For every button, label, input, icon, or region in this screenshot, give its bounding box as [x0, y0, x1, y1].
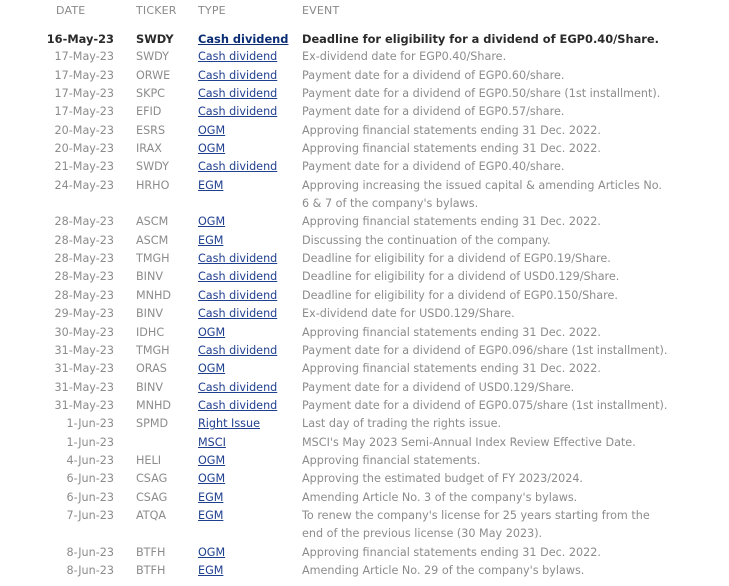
- event-type-cell: [198, 360, 302, 378]
- event-date: 31-May-23: [54, 380, 114, 394]
- table-row: [0, 158, 729, 176]
- table-row: [0, 103, 729, 121]
- event-date: 29-May-23: [54, 307, 114, 321]
- event-description: Payment date for a dividend of EGP0.075/share (1st installment).: [302, 398, 668, 412]
- event-type-link[interactable]: Cash dividend: [198, 398, 278, 412]
- table-row: [0, 562, 729, 580]
- event-description: Approving increasing the issued capital & amending Articles No. 6 & 7 of the company's bylaws.: [302, 178, 662, 211]
- event-date: 7-Jun-23: [66, 508, 114, 522]
- event-date: 17-May-23: [54, 87, 114, 101]
- event-type-cell: [198, 268, 302, 286]
- event-type-cell: [198, 434, 302, 452]
- ticker-symbol: SWDY: [136, 160, 169, 174]
- event-type-cell: [198, 489, 302, 507]
- event-type-cell: [198, 250, 302, 268]
- event-date: 24-May-23: [54, 178, 114, 192]
- event-type-cell: [198, 232, 302, 250]
- event-description: Payment date for a dividend of EGP0.50/share (1st installment).: [302, 87, 661, 101]
- ticker-symbol: ORAS: [136, 362, 167, 376]
- ticker-symbol: BTFH: [136, 545, 166, 559]
- event-type-cell: [198, 470, 302, 488]
- event-date: 1-Jun-23: [66, 435, 114, 449]
- event-type-link[interactable]: Cash dividend: [198, 343, 278, 357]
- event-type-link[interactable]: OGM: [198, 123, 226, 137]
- ticker-symbol: IDHC: [136, 325, 165, 339]
- event-description: Payment date for a dividend of USD0.129/Share.: [302, 380, 575, 394]
- column-header-date: DATE: [56, 4, 86, 17]
- event-type-cell: [198, 452, 302, 470]
- ticker-symbol: MNHD: [136, 288, 172, 302]
- event-description: Approving financial statements ending 31 Dec. 2022.: [302, 123, 601, 137]
- event-type-cell: [198, 103, 302, 121]
- event-date: 28-May-23: [54, 252, 114, 266]
- event-description: Last day of trading the rights issue.: [302, 417, 502, 431]
- event-type-link[interactable]: EGM: [198, 178, 224, 192]
- event-date: 28-May-23: [54, 270, 114, 284]
- event-type-link[interactable]: Cash dividend: [198, 105, 278, 119]
- table-row: [0, 397, 729, 415]
- event-description: Amending Article No. 3 of the company's bylaws.: [302, 490, 578, 504]
- event-date: 28-May-23: [54, 215, 114, 229]
- event-description: Deadline for eligibility for a dividend of EGP0.19/Share.: [302, 252, 611, 266]
- event-date: 20-May-23: [54, 123, 114, 137]
- event-description: Approving financial statements.: [302, 453, 481, 467]
- ticker-symbol: ORWE: [136, 68, 171, 82]
- table-row: [0, 434, 729, 452]
- event-date: 28-May-23: [54, 233, 114, 247]
- event-type-link[interactable]: EGM: [198, 563, 224, 577]
- ticker-symbol: ASCM: [136, 233, 169, 247]
- event-type-link[interactable]: Cash dividend: [198, 307, 278, 321]
- event-type-link[interactable]: OGM: [198, 362, 226, 376]
- table-row: [0, 48, 729, 66]
- event-date: 28-May-23: [54, 288, 114, 302]
- table-row: [0, 287, 729, 305]
- event-description: Approving the estimated budget of FY 2023/2024.: [302, 472, 583, 486]
- event-type-cell: [198, 544, 302, 562]
- event-description: Approving financial statements ending 31 Dec. 2022.: [302, 362, 601, 376]
- column-header-event: EVENT: [302, 4, 340, 17]
- ticker-symbol: HELI: [136, 453, 162, 467]
- event-type-cell: [198, 48, 302, 66]
- table-row: [0, 30, 729, 48]
- event-type-cell: [198, 287, 302, 305]
- ticker-symbol: MNHD: [136, 398, 172, 412]
- event-type-cell: [198, 67, 302, 85]
- table-row: [0, 379, 729, 397]
- event-type-cell: [198, 342, 302, 360]
- ticker-symbol: TMGH: [136, 252, 170, 266]
- event-type-cell: [198, 379, 302, 397]
- ticker-symbol: BINV: [136, 307, 163, 321]
- ticker-symbol: BTFH: [136, 563, 166, 577]
- table-row: [0, 250, 729, 268]
- ticker-symbol: CSAG: [136, 472, 168, 486]
- event-date: 20-May-23: [54, 142, 114, 156]
- event-type-cell: [198, 562, 302, 580]
- table-row: [0, 507, 729, 544]
- ticker-symbol: HRHO: [136, 178, 170, 192]
- event-type-cell: [198, 213, 302, 231]
- event-type-link[interactable]: Cash dividend: [198, 160, 278, 174]
- event-date: 17-May-23: [54, 50, 114, 64]
- table-row: [0, 85, 729, 103]
- event-type-cell: [198, 140, 302, 158]
- event-type-link[interactable]: Cash dividend: [198, 288, 278, 302]
- ticker-symbol: ESRS: [136, 123, 166, 137]
- event-type-cell: [198, 30, 302, 48]
- event-date: 8-Jun-23: [66, 563, 114, 577]
- ticker-symbol: SKPC: [136, 87, 165, 101]
- event-type-link[interactable]: Cash dividend: [198, 50, 278, 64]
- table-row: [0, 324, 729, 342]
- event-type-link[interactable]: MSCI: [198, 435, 226, 449]
- table-row: [0, 360, 729, 378]
- event-type-link[interactable]: OGM: [198, 325, 226, 339]
- event-date: 8-Jun-23: [66, 545, 114, 559]
- event-type-link[interactable]: OGM: [198, 142, 226, 156]
- event-type-link[interactable]: EGM: [198, 490, 224, 504]
- event-description: To renew the company's license for 25 years starting from the end of the previous license (30 May 2023).: [302, 508, 650, 541]
- event-description: Payment date for a dividend of EGP0.40/share.: [302, 160, 565, 174]
- table-row: [0, 177, 729, 214]
- table-row: [0, 489, 729, 507]
- event-type-cell: [198, 177, 302, 214]
- ticker-symbol: SWDY: [136, 32, 174, 46]
- column-header-ticker: TICKER: [136, 4, 177, 17]
- event-description: Discussing the continuation of the company.: [302, 233, 551, 247]
- event-type-cell: [198, 122, 302, 140]
- ticker-symbol: BINV: [136, 270, 163, 284]
- event-type-link[interactable]: EGM: [198, 508, 224, 522]
- event-type-link[interactable]: OGM: [198, 472, 226, 486]
- event-type-cell: [198, 397, 302, 415]
- table-row: [0, 140, 729, 158]
- table-row: [0, 470, 729, 488]
- ticker-symbol: CSAG: [136, 490, 168, 504]
- event-description: MSCI's May 2023 Semi-Annual Index Review Effective Date.: [302, 435, 636, 449]
- event-description: Approving financial statements ending 31 Dec. 2022.: [302, 142, 601, 156]
- event-date: 30-May-23: [54, 325, 114, 339]
- event-type-cell: [198, 415, 302, 433]
- ticker-symbol: [136, 434, 198, 452]
- table-row: [0, 213, 729, 231]
- event-type-cell: [198, 85, 302, 103]
- event-description: Deadline for eligibility for a dividend of USD0.129/Share.: [302, 270, 620, 284]
- ticker-symbol: IRAX: [136, 142, 162, 156]
- event-type-cell: [198, 158, 302, 176]
- event-date: 4-Jun-23: [66, 453, 114, 467]
- event-description: Ex-dividend date for USD0.129/Share.: [302, 307, 515, 321]
- event-date: 17-May-23: [54, 105, 114, 119]
- event-description: Deadline for eligibility for a dividend of EGP0.150/Share.: [302, 288, 618, 302]
- event-date: 31-May-23: [54, 398, 114, 412]
- event-type-link[interactable]: Cash dividend: [198, 252, 278, 266]
- event-type-cell: [198, 324, 302, 342]
- column-header-type: TYPE: [198, 4, 226, 17]
- table-row: [0, 305, 729, 323]
- table-row: [0, 122, 729, 140]
- event-type-cell: [198, 305, 302, 323]
- ticker-symbol: EFID: [136, 105, 162, 119]
- event-type-link[interactable]: Cash dividend: [198, 270, 278, 284]
- event-description: Approving financial statements ending 31 Dec. 2022.: [302, 325, 601, 339]
- event-date: 17-May-23: [54, 68, 114, 82]
- event-description: Payment date for a dividend of EGP0.57/share.: [302, 105, 565, 119]
- event-description: Approving financial statements ending 31 Dec. 2022.: [302, 215, 601, 229]
- event-type-link[interactable]: Cash dividend: [198, 68, 278, 82]
- event-type-link[interactable]: Cash dividend: [198, 380, 278, 394]
- event-type-link[interactable]: Cash dividend: [198, 32, 289, 46]
- table-row: [0, 232, 729, 250]
- ticker-symbol: ATQA: [136, 508, 167, 522]
- table-row: [0, 67, 729, 85]
- event-type-link[interactable]: OGM: [198, 545, 226, 559]
- event-description: Deadline for eligibility for a dividend of EGP0.40/Share.: [302, 32, 659, 46]
- table-row: [0, 415, 729, 433]
- event-type-link[interactable]: Cash dividend: [198, 87, 278, 101]
- event-date: 31-May-23: [54, 343, 114, 357]
- event-type-link[interactable]: OGM: [198, 453, 226, 467]
- event-date: 16-May-23: [46, 32, 114, 46]
- event-type-link[interactable]: EGM: [198, 233, 224, 247]
- event-description: Approving financial statements ending 31 Dec. 2022.: [302, 545, 601, 559]
- table-row: [0, 544, 729, 562]
- event-description: Payment date for a dividend of EGP0.60/share.: [302, 68, 565, 82]
- event-date: 6-Jun-23: [66, 490, 114, 504]
- table-row: [0, 268, 729, 286]
- ticker-symbol: ASCM: [136, 215, 169, 229]
- event-date: 21-May-23: [54, 160, 114, 174]
- event-description: Payment date for a dividend of EGP0.096/share (1st installment).: [302, 343, 668, 357]
- ticker-symbol: SWDY: [136, 50, 169, 64]
- event-date: 6-Jun-23: [66, 472, 114, 486]
- event-date: 31-May-23: [54, 362, 114, 376]
- event-type-link[interactable]: OGM: [198, 215, 226, 229]
- table-header-row: [0, 0, 729, 30]
- table-row: [0, 452, 729, 470]
- event-type-cell: [198, 507, 302, 544]
- event-description: Ex-dividend date for EGP0.40/Share.: [302, 50, 507, 64]
- event-type-link[interactable]: Right Issue: [198, 417, 260, 431]
- ticker-symbol: TMGH: [136, 343, 170, 357]
- ticker-symbol: BINV: [136, 380, 163, 394]
- event-description: Amending Article No. 29 of the company's bylaws.: [302, 563, 585, 577]
- table-row: [0, 342, 729, 360]
- ticker-symbol: SPMD: [136, 417, 169, 431]
- event-date: 1-Jun-23: [66, 417, 114, 431]
